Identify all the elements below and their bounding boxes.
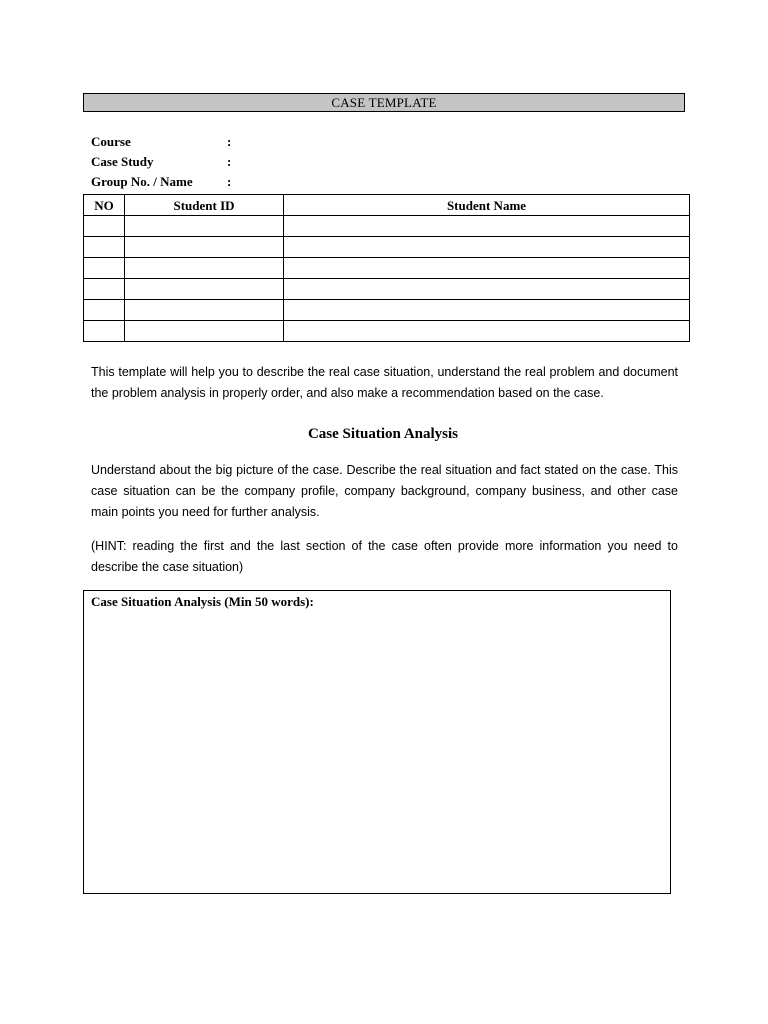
section-body-paragraph: Understand about the big picture of the case. Describe the real situation and fact stated on the case. This case situation can be the company profile, company background, company business, and other case main points you need for further analysis. (91, 463, 678, 519)
table-row (84, 279, 690, 300)
student-table (83, 194, 690, 342)
intro-paragraph: This template will help you to describe the real case situation, understand the real problem and document the problem analysis in properly order, and also make a recommendation based on the case. (91, 365, 678, 400)
table-row (84, 258, 690, 279)
field-course-label: Course (91, 134, 131, 149)
table-row (84, 216, 690, 237)
field-case-study-colon: : (227, 154, 232, 169)
header-no: NO (84, 195, 125, 216)
cell-no (84, 321, 125, 342)
answer-box[interactable] (83, 590, 671, 894)
table-row (84, 321, 690, 342)
field-course-colon: : (227, 134, 232, 149)
field-case-study-label: Case Study (91, 154, 154, 169)
cell-no (84, 216, 125, 237)
cell-student-id (125, 300, 284, 321)
cell-student-id (125, 321, 284, 342)
cell-student-name (284, 216, 690, 237)
cell-student-name (284, 321, 690, 342)
table-row (84, 300, 690, 321)
cell-student-name (284, 237, 690, 258)
cell-no (84, 258, 125, 279)
cell-student-id (125, 216, 284, 237)
template-title: CASE TEMPLATE (83, 93, 685, 112)
table-header-row (84, 195, 690, 216)
field-group (91, 174, 231, 190)
cell-no (84, 279, 125, 300)
field-course (91, 134, 231, 150)
cell-student-name (284, 279, 690, 300)
cell-student-name (284, 300, 690, 321)
field-case-study (91, 154, 231, 170)
section-heading: Case Situation Analysis (307, 426, 459, 442)
header-student-id: Student ID (125, 195, 284, 216)
cell-student-id (125, 279, 284, 300)
hint-paragraph: (HINT: reading the first and the last section of the case often provide more information you need to describe the case situation) (91, 539, 678, 574)
answer-box-label: Case Situation Analysis (Min 50 words): (91, 594, 314, 609)
header-student-name: Student Name (284, 195, 690, 216)
cell-student-id (125, 237, 284, 258)
table-row (84, 237, 690, 258)
field-group-colon: : (227, 174, 232, 189)
field-group-label: Group No. / Name (91, 174, 193, 189)
cell-student-name (284, 258, 690, 279)
cell-student-id (125, 258, 284, 279)
cell-no (84, 237, 125, 258)
cell-no (84, 300, 125, 321)
